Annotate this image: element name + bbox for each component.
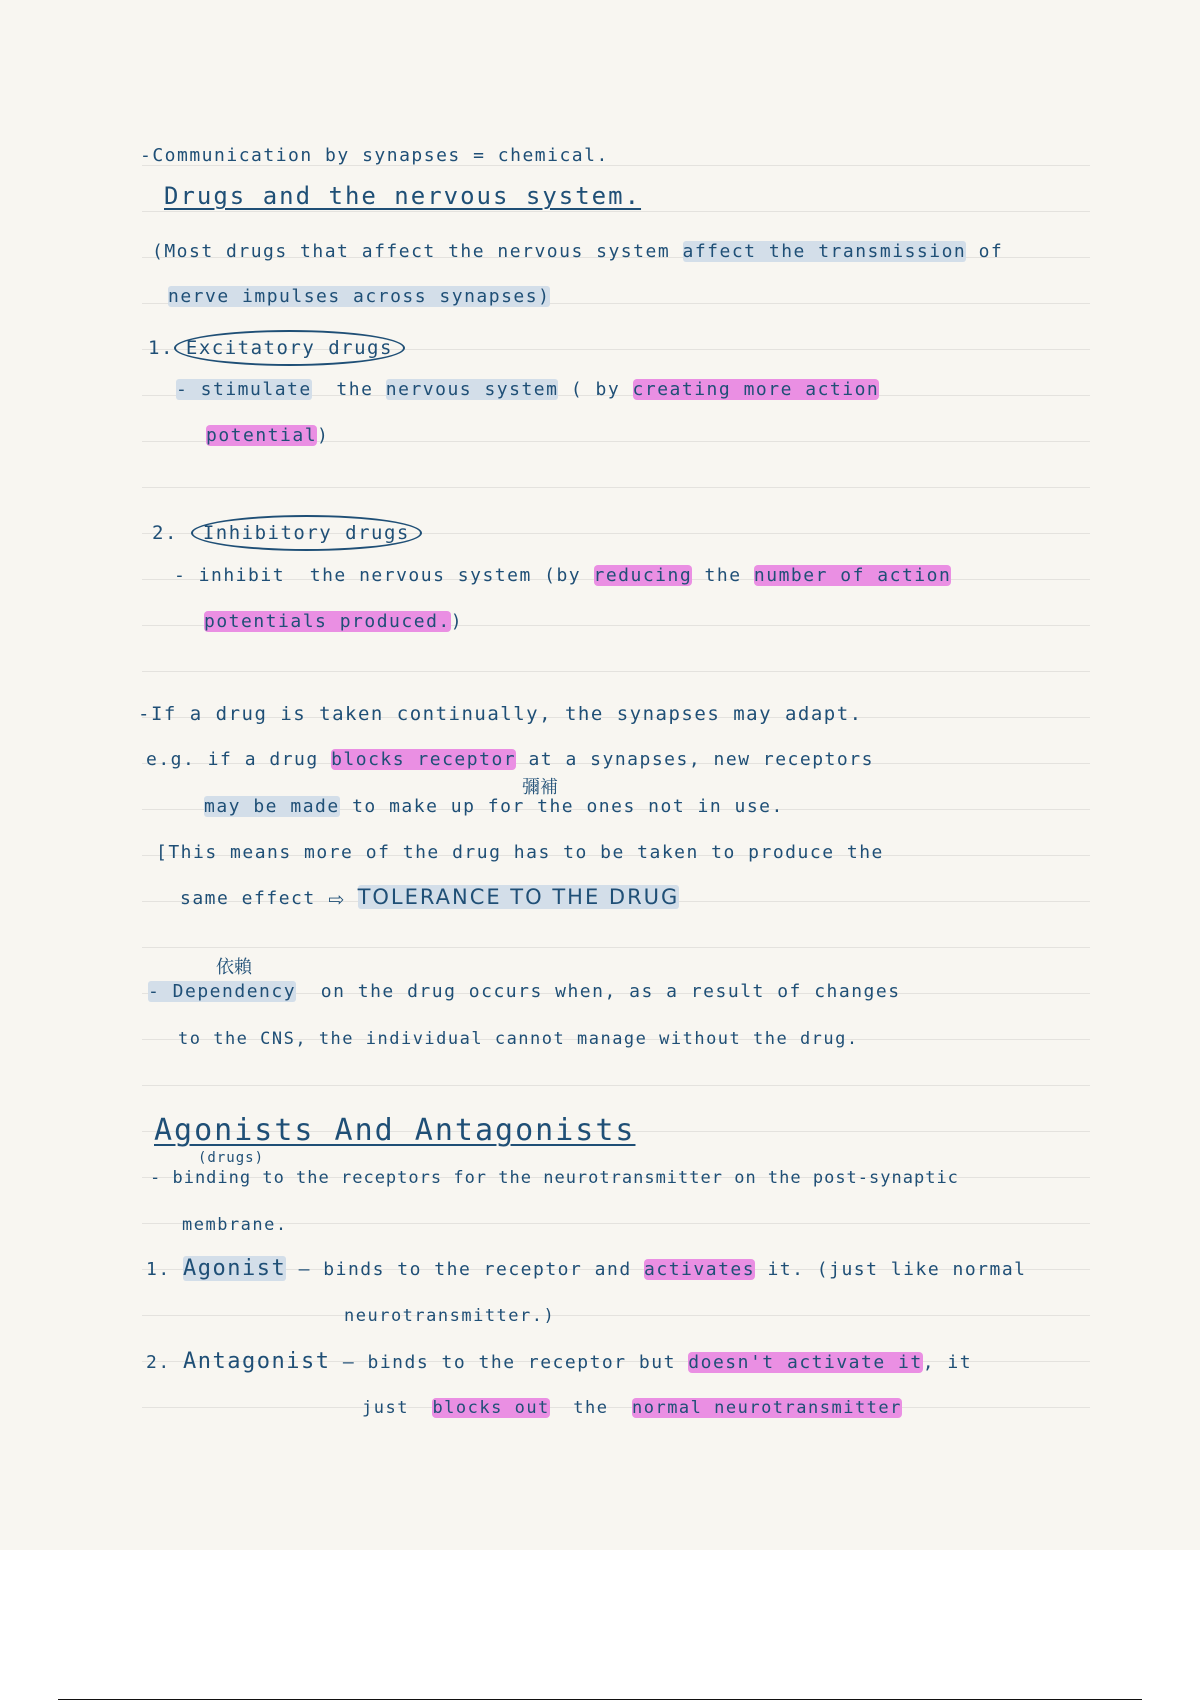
- note-line-membrane: membrane.: [182, 1215, 288, 1235]
- antagonist-item-cont: just blocks out the normal neurotransmitter: [362, 1398, 902, 1418]
- antagonist-item: 2. Antagonist — binds to the receptor but doesn't activate it, it: [146, 1349, 973, 1374]
- ruled-line: [142, 947, 1090, 948]
- note-line-cns: to the CNS, the individual cannot manage without the drug.: [178, 1029, 859, 1049]
- inhibitory-drugs-desc-cont: potentials produced.): [204, 611, 464, 632]
- excitatory-drugs-desc-cont: potential): [206, 425, 330, 446]
- agonist-item: 1. Agonist — binds to the receptor and activates it. (just like normal: [146, 1256, 1027, 1281]
- note-line-binding-receptors: - binding to the receptors for the neurotransmitter on the post-synaptic: [150, 1168, 959, 1188]
- note-line-tolerance: same effect ⇨ TOLERANCE TO THE DRUG: [180, 884, 680, 914]
- excitatory-drugs-title: Excitatory drugs: [174, 330, 405, 366]
- ruled-line: [142, 211, 1090, 212]
- agonist-term: Agonist: [183, 1256, 287, 1281]
- ruled-line: [142, 1315, 1090, 1316]
- inhibitory-drugs-desc: - inhibit the nervous system (by reducing the number of action: [174, 565, 952, 586]
- heading-agonists-antagonists: Agonists And Antagonists: [154, 1113, 636, 1148]
- tolerance-highlight: TOLERANCE TO THE DRUG: [357, 885, 680, 909]
- note-line-dependency: - Dependency on the drug occurs when, as a result of changes: [148, 981, 901, 1002]
- note-line-new-receptors: may be made to make up for the ones not in use.: [204, 796, 784, 817]
- cjk-annotation-dependency: 依賴: [216, 957, 252, 978]
- note-line-most-drugs: (Most drugs that affect the nervous system affect the transmission of: [152, 241, 1004, 262]
- inhibitory-drugs-item: 2. Inhibitory drugs: [152, 515, 422, 551]
- heading-drugs-nervous-system: Drugs and the nervous system.: [164, 182, 642, 210]
- ruled-line: [142, 487, 1090, 488]
- cjk-annotation-make-up: 彌補: [522, 777, 558, 798]
- excitatory-drugs-desc: - stimulate the nervous system ( by creating more action: [176, 379, 880, 400]
- ruled-line: [142, 671, 1090, 672]
- inhibitory-drugs-title: Inhibitory drugs: [191, 515, 422, 551]
- note-line-communication: -Communication by synapses = chemical.: [140, 145, 609, 166]
- antagonist-term: Antagonist: [183, 1349, 331, 1374]
- agonist-item-cont: neurotransmitter.): [344, 1306, 556, 1326]
- ruled-line: [142, 1085, 1090, 1086]
- note-line-drug-taken-continually: -If a drug is taken continually, the synapses may adapt.: [138, 703, 863, 725]
- excitatory-drugs-item: 1. Excitatory drugs: [148, 330, 405, 366]
- note-line-blocks-receptor: e.g. if a drug blocks receptor at a synapses, new receptors: [146, 749, 874, 770]
- arrow-right-icon: ⇨: [328, 884, 346, 914]
- note-line-nerve-impulses: nerve impulses across synapses): [168, 286, 551, 307]
- note-line-this-means: [This means more of the drug has to be taken to produce the: [156, 842, 884, 863]
- annotation-drugs: (drugs): [198, 1150, 265, 1166]
